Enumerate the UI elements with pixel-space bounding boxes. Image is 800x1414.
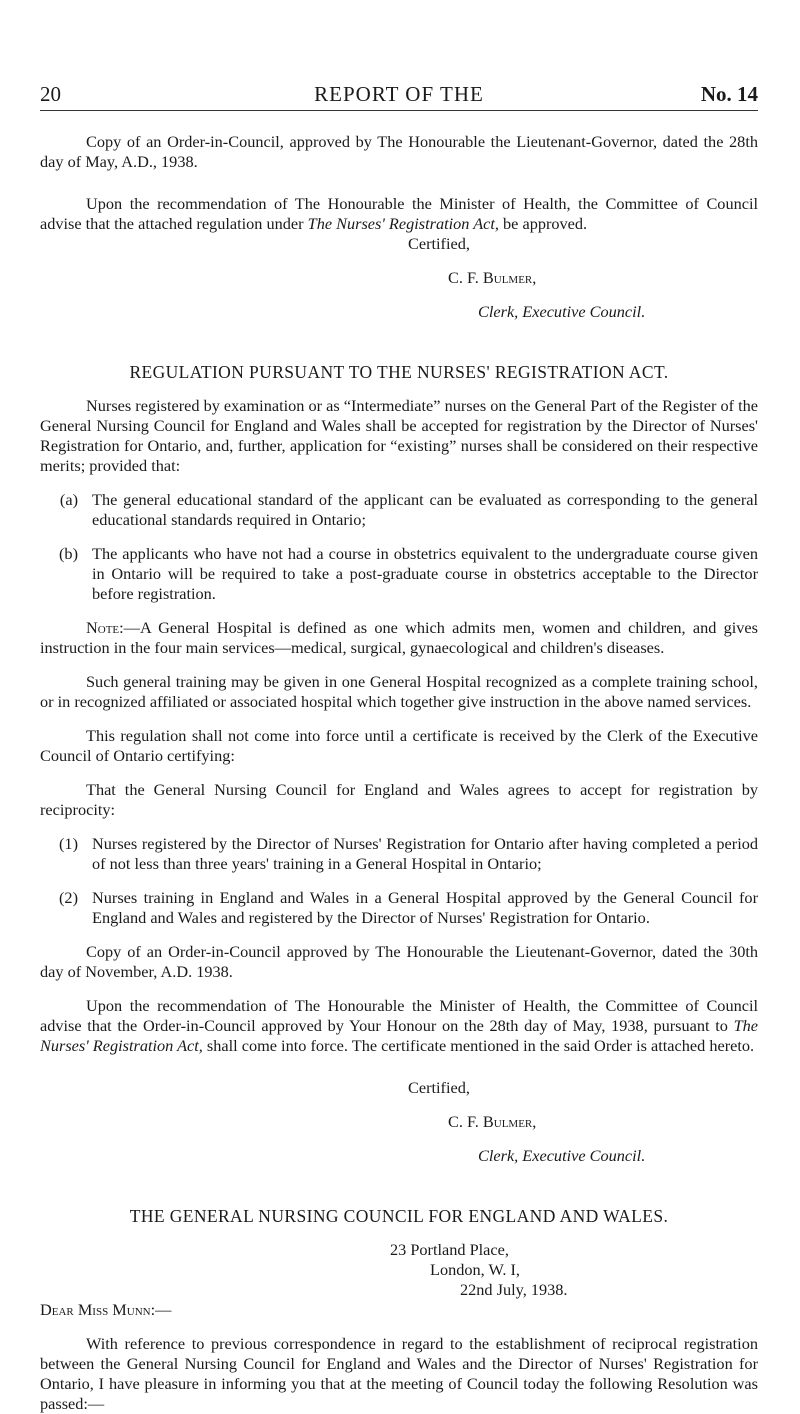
order1-signer-role: Clerk, Executive Council. [478, 302, 646, 321]
order1-act-name: The Nurses' Registration Act, [307, 214, 499, 233]
reciprocity-paragraph: That the General Nursing Council for England and Wales agrees to accept for registration by reciprocity: [40, 780, 758, 819]
order1-body [40, 194, 758, 234]
note-label: Note: [86, 618, 124, 637]
order1-body-after: be approved. [498, 214, 588, 233]
letter-date: 22nd July, 1938. [460, 1280, 568, 1299]
note-text: —A General Hospital is defined as one which admits men, women and children, and gives instruction in the four main services—medical, surgical, gynaecological and children's diseases. [40, 618, 758, 657]
regulation-note [40, 618, 758, 658]
order2-body [40, 996, 758, 1056]
order1-body-before: Upon the recommendation of The Honourable the Minister of Health, the Committee of Council advise that the attached regulation under [40, 194, 758, 233]
order2-body-before: Upon the recommendation of The Honourable the Minister of Health, the Committee of Council advise that the Order-in-Council approved by Your Honour on the 28th day of May, 1938, pursuant to [40, 996, 758, 1035]
order1-intro: Copy of an Order-in-Council, approved by The Honourable the Lieutenant-Governor, dated the 28th day of May, A.D., 1938. [40, 132, 758, 171]
item-text: The applicants who have not had a course in obstetrics equivalent to the undergraduate course given in Ontario will be required to take a post-graduate course in obstetrics acceptable to the Director before registration. [92, 544, 758, 603]
header-rule [40, 110, 758, 111]
force-paragraph: This regulation shall not come into force until a certificate is received by the Clerk of the Executive Council of Ontario certifying: [40, 726, 758, 765]
item-label: (a) [59, 490, 78, 509]
letter-address-line1: 23 Portland Place, [390, 1240, 509, 1259]
page-body [40, 132, 758, 1414]
regulation-item-a [40, 490, 758, 530]
running-title: REPORT OF THE [314, 82, 484, 106]
order2-intro: Copy of an Order-in-Council approved by The Honourable the Lieutenant-Governor, dated the 30th day of November, A.D. 1938. [40, 942, 758, 981]
order2-certified: Certified, [408, 1078, 470, 1097]
item-label: (2) [59, 888, 78, 907]
order1-signer: C. F. Bulmer, [448, 268, 537, 287]
order2-signer-role: Clerk, Executive Council. [478, 1146, 646, 1165]
letter-heading: THE GENERAL NURSING COUNCIL FOR ENGLAND AND WALES. [129, 1206, 669, 1226]
order2-body-after: shall come into force. The certificate mentioned in the said Order is attached hereto. [202, 1036, 755, 1055]
item-text: Nurses training in England and Wales in a General Hospital approved by the General Council for England and Wales and registered by the Director of Nurses' Registration for Ontario. [92, 888, 758, 927]
issue-number-text: No. 14 [700, 82, 758, 106]
order2-signer: C. F. Bulmer, [448, 1112, 537, 1131]
regulation-intro: Nurses registered by examination or as “Intermediate” nurses on the General Part of the Register of the General Nursing Council for England and Wales shall be accepted for registration by the Director of Nurses' Registration for Ontario, and, further, application for “existing” nurses shall be considered on their respective merits; provided that: [40, 396, 758, 475]
condition-1 [40, 834, 758, 874]
order2-act-name: The Nurses' Registration Act, [40, 1016, 758, 1055]
letter-address-line2: London, W. I, [430, 1260, 520, 1279]
order1-certified: Certified, [408, 234, 470, 253]
letter-salutation: Dear Miss Munn:— [40, 1300, 172, 1319]
page-number: 20 [40, 82, 61, 106]
item-text: Nurses registered by the Director of Nurses' Registration for Ontario after having completed a period of not less than three years' training in a General Hospital in Ontario; [92, 834, 758, 873]
condition-2 [40, 888, 758, 928]
page-header [40, 82, 758, 110]
issue-number [701, 82, 758, 107]
training-paragraph: Such general training may be given in one General Hospital recognized as a complete training school, or in recognized affiliated or associated hospital which together give instruction in the above named services. [40, 672, 758, 711]
regulation-item-b [40, 544, 758, 604]
letter-body: With reference to previous correspondence in regard to the establishment of reciprocal registration between the General Nursing Council for England and Wales and the Director of Nurses' Registration for Ontario, I have pleasure in informing you that at the meeting of Council today the following Resolution was passed:— [40, 1334, 758, 1413]
regulation-heading: REGULATION PURSUANT TO THE NURSES' REGISTRATION ACT. [129, 362, 669, 382]
item-label: (b) [59, 544, 78, 563]
item-text: The general educational standard of the applicant can be evaluated as corresponding to the general educational standards required in Ontario; [92, 490, 758, 529]
item-label: (1) [59, 834, 78, 853]
